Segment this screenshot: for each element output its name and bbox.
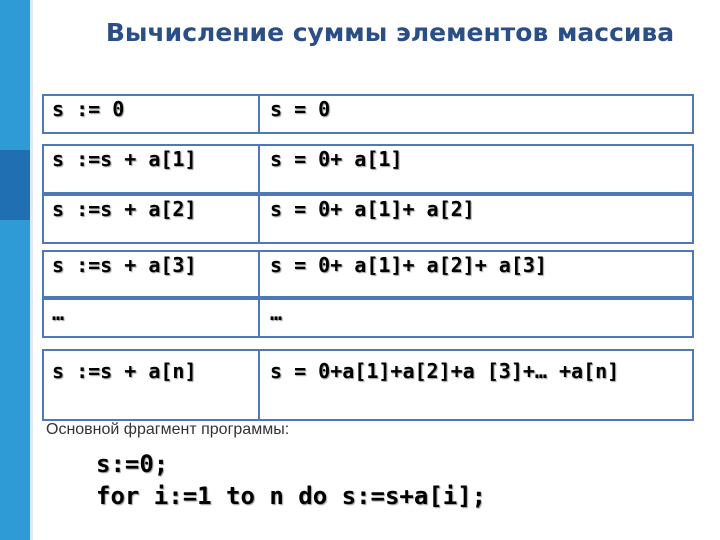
column-divider xyxy=(258,300,260,336)
result-cell: s = 0+a[1]+a[2]+a [3]+… +a[n] xyxy=(270,359,620,383)
assignment-cell: s :=s + a[3] xyxy=(52,253,197,277)
assignment-cell: s :=s + a[2] xyxy=(52,197,197,221)
column-divider xyxy=(258,96,260,132)
assignment-cell: s :=s + a[n] xyxy=(52,359,197,383)
result-cell: s = 0+ a[1] xyxy=(270,147,403,171)
sidebar-segment-light xyxy=(0,220,30,540)
sum-table-row xyxy=(42,144,694,194)
slide-title: Вычисление суммы элементов массива xyxy=(105,18,675,47)
sum-table-row xyxy=(42,349,694,421)
left-sidebar-decoration xyxy=(0,0,30,540)
sum-table-row xyxy=(42,298,694,338)
column-divider xyxy=(258,196,260,242)
sum-table-row xyxy=(42,94,694,134)
code-caption: Основной фрагмент программы: xyxy=(46,421,290,438)
column-divider xyxy=(258,146,260,192)
result-cell: s = 0+ a[1]+ a[2] xyxy=(270,197,475,221)
result-cell: s = 0 xyxy=(270,97,331,121)
code-line: s:=0; xyxy=(96,450,169,478)
sidebar-segment-dark xyxy=(0,150,30,220)
column-divider xyxy=(258,252,260,296)
assignment-cell: … xyxy=(52,301,65,325)
assignment-cell: s := 0 xyxy=(52,97,125,121)
sidebar-segment-light xyxy=(0,0,30,150)
code-line: for i:=1 to n do s:=s+a[i]; xyxy=(96,482,487,510)
column-divider xyxy=(258,351,260,419)
sidebar-edge-line xyxy=(30,0,33,540)
sum-table-row xyxy=(42,194,694,244)
result-cell: s = 0+ a[1]+ a[2]+ a[3] xyxy=(270,253,547,277)
sum-table-row xyxy=(42,250,694,298)
assignment-cell: s :=s + a[1] xyxy=(52,147,197,171)
result-cell: … xyxy=(270,301,283,325)
